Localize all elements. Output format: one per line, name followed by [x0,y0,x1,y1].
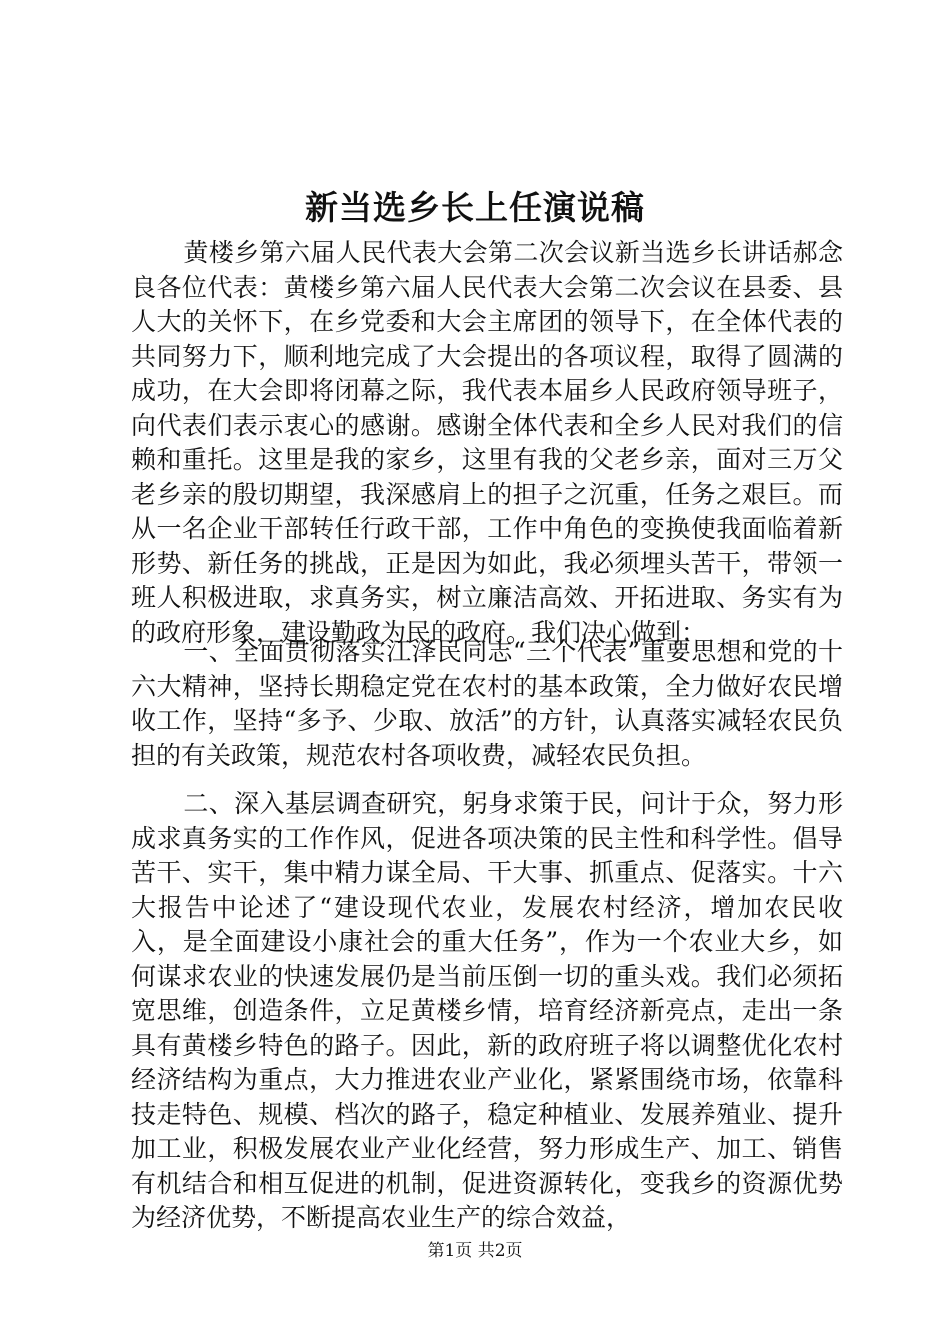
paragraph-point-two [131,787,843,1236]
document-title: 新当选乡长上任演说稿 [305,188,645,227]
paragraph-intro [131,236,843,650]
paragraph-text: 二、深入基层调查研究，躬身求策于民，问计于众，努力形成求真务实的工作作风，促进各项决策的民主性和科学性。倡导苦干、实干，集中精力谋全局、干大事、抓重点、促落实。十六大报告中论述了“建设现代农业，发展农村经济，增加农民收入，是全面建设小康社会的重大任务”，作为一个农业大乡，如何谋求农业的快速发展仍是当前压倒一切的重头戏。我们必须拓宽思维，创造条件，立足黄楼乡情，培育经济新亮点，走出一条具有黄楼乡特色的路子。因此，新的政府班子将以调整优化农村经济结构为重点，大力推进农业产业化，紧紧围绕市场，依靠科技走特色、规模、档次的路子，稳定种植业、发展养殖业、提升加工业，积极发展农业产业化经营，努力形成生产、加工、销售有机结合和相互促进的机制，促进资源转化，变我乡的资源优势为经济优势，不断提高农业生产的综合效益， [131,789,843,1232]
paragraph-point-one [131,635,843,773]
paragraph-text: 黄楼乡第六届人民代表大会第二次会议新当选乡长讲话郝念良各位代表：黄楼乡第六届人民代表大会第二次会议在县委、县人大的关怀下，在乡党委和大会主席团的领导下，在全体代表的共同努力下，顺利地完成了大会提出的各项议程，取得了圆满的成功，在大会即将闭幕之际，我代表本届乡人民政府领导班子，向代表们表示衷心的感谢。感谢全体代表和全乡人民对我们的信赖和重托。这里是我的家乡，这里有我的父老乡亲，面对三万父老乡亲的殷切期望，我深感肩上的担子之沉重，任务之艰巨。而从一名企业干部转任行政干部，工作中角色的变换使我面临着新形势、新任务的挑战，正是因为如此，我必须埋头苦干，带领一班人积极进取，求真务实，树立廉洁高效、开拓进取、务实有为的政府形象，建设勤政为民的政府。我们决心做到： [131,238,843,647]
paragraph-text: 一、全面贯彻落实江泽民同志“三个代表”重要思想和党的十六大精神，坚持长期稳定党在农村的基本政策，全力做好农民增收工作，坚持“多予、少取、放活”的方针，认真落实减轻农民负担的有关政策，规范农村各项收费，减轻农民负担。 [131,637,843,770]
page-number-footer: 第1页 共2页 [427,1241,523,1261]
